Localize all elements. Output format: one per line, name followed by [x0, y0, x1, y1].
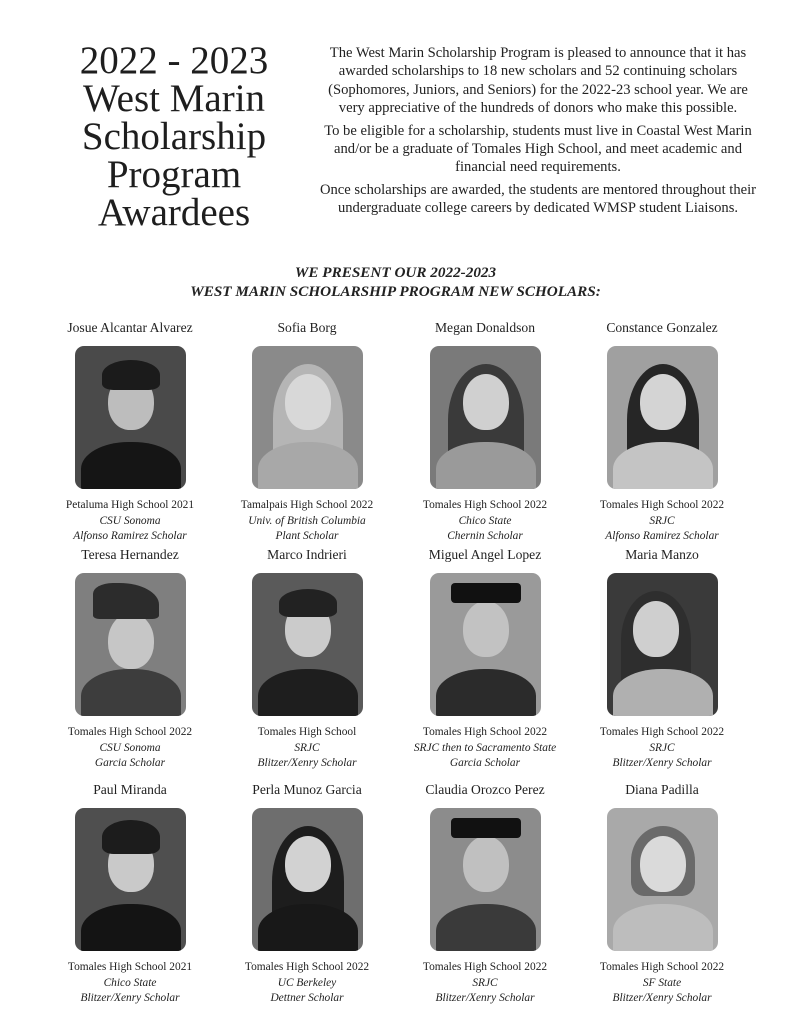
scholar-college: Chico State: [103, 976, 157, 989]
scholar-card: [574, 320, 750, 545]
title-line: West Marin: [82, 77, 266, 120]
scholar-name: Paul Miranda: [93, 782, 167, 797]
scholar-college: SF State: [642, 976, 682, 989]
scholar-school: Tomales High School 2022: [422, 961, 548, 973]
scholar-photo: [75, 808, 186, 951]
scholar-college: SRJC then to Sacramento State: [413, 741, 557, 754]
scholar-card: [574, 782, 750, 1007]
scholar-college: CSU Sonoma: [99, 741, 161, 754]
headline-line: WEST MARIN SCHOLARSHIP PROGRAM NEW SCHOLARS:: [190, 283, 601, 300]
scholar-card: [397, 782, 573, 1007]
scholar-college: CSU Sonoma: [99, 514, 161, 527]
scholar-scholarship: Alfonso Ramirez Scholar: [605, 530, 719, 542]
scholar-school: Tomales High School 2022: [422, 499, 548, 511]
scholar-photo: [430, 573, 541, 716]
scholar-scholarship: Garcia Scholar: [449, 757, 521, 769]
title-line: Scholarship: [81, 115, 267, 158]
scholar-college: Chico State: [458, 514, 512, 527]
scholar-school: Tomales High School 2022: [422, 726, 548, 738]
scholar-school: Tomales High School: [257, 726, 357, 738]
scholar-school: Tomales High School 2022: [67, 726, 193, 738]
scholar-scholarship: Dettner Scholar: [270, 992, 344, 1004]
headline-line: WE PRESENT OUR 2022-2023: [294, 264, 497, 281]
title-line: Program: [106, 153, 242, 196]
scholar-name: Sofia Borg: [277, 320, 337, 335]
scholar-school: Tamalpais High School 2022: [240, 499, 374, 511]
scholar-scholarship: Blitzer/Xenry Scholar: [80, 992, 180, 1004]
scholar-name: Maria Manzo: [625, 547, 699, 562]
scholar-name: Josue Alcantar Alvarez: [67, 320, 193, 335]
scholar-card: [42, 320, 218, 545]
scholar-card: [397, 320, 573, 545]
scholar-card: [219, 320, 395, 545]
scholar-photo: [430, 808, 541, 951]
scholar-name: Claudia Orozco Perez: [425, 782, 545, 797]
scholar-scholarship: Alfonso Ramirez Scholar: [73, 530, 187, 542]
title-year: 2022 - 2023: [79, 39, 269, 82]
scholar-card: [574, 547, 750, 772]
scholar-photo: [607, 346, 718, 489]
scholar-photo: [252, 573, 363, 716]
scholar-name: Megan Donaldson: [434, 320, 536, 335]
scholar-photo: [75, 346, 186, 489]
scholar-photo: [252, 808, 363, 951]
scholar-college: Univ. of British Columbia: [248, 514, 366, 527]
scholar-scholarship: Plant Scholar: [275, 530, 339, 542]
scholar-school: Petaluma High School 2021: [65, 499, 195, 511]
scholar-name: Constance Gonzalez: [606, 320, 718, 335]
scholar-scholarship: Chernin Scholar: [447, 530, 523, 542]
intro-text: [318, 44, 758, 218]
scholar-card: [219, 782, 395, 1007]
scholar-name: Marco Indrieri: [267, 547, 347, 562]
scholar-name: Diana Padilla: [625, 782, 699, 797]
scholar-college: SRJC: [649, 741, 675, 754]
scholar-school: Tomales High School 2022: [599, 961, 725, 973]
scholar-card: [42, 547, 218, 772]
scholar-scholarship: Blitzer/Xenry Scholar: [612, 757, 712, 769]
scholar-photo: [607, 808, 718, 951]
scholar-photo: [430, 346, 541, 489]
scholar-school: Tomales High School 2022: [244, 961, 370, 973]
scholar-scholarship: Blitzer/Xenry Scholar: [612, 992, 712, 1004]
scholar-scholarship: Blitzer/Xenry Scholar: [257, 757, 357, 769]
intro-paragraph: The West Marin Scholarship Program is pleased to announce that it has awarded scholarships to 18 new scholars and 52 continuing scholars (Sophomores, Juniors, and Seniors) for the 2022-23 school year. We are very appreciative of the hundreds of donors who make this possible.: [328, 45, 748, 117]
scholar-card: [397, 547, 573, 772]
scholar-college: SRJC: [649, 514, 675, 527]
page-title: [58, 39, 290, 234]
scholar-college: UC Berkeley: [277, 976, 337, 989]
intro-paragraph: To be eligible for a scholarship, students must live in Coastal West Marin and/or be a graduate of Tomales High School, and meet academic and financial need requirements.: [324, 122, 752, 176]
scholar-school: Tomales High School 2022: [599, 726, 725, 738]
scholar-photo: [607, 573, 718, 716]
scholar-name: Teresa Hernandez: [81, 547, 179, 562]
scholar-scholarship: Garcia Scholar: [94, 757, 166, 769]
scholar-card: [219, 547, 395, 772]
scholar-name: Miguel Angel Lopez: [428, 547, 542, 562]
scholar-scholarship: Blitzer/Xenry Scholar: [435, 992, 535, 1004]
scholar-photo: [252, 346, 363, 489]
intro-paragraph: Once scholarships are awarded, the students are mentored throughout their undergraduate college careers by dedicated WMSP student Liaisons.: [319, 181, 757, 217]
scholar-name: Perla Munoz Garcia: [252, 782, 362, 797]
scholar-school: Tomales High School 2022: [599, 499, 725, 511]
scholar-college: SRJC: [472, 976, 498, 989]
title-line: Awardees: [97, 191, 251, 234]
section-headline: [0, 263, 791, 301]
scholar-college: SRJC: [294, 741, 320, 754]
scholar-school: Tomales High School 2021: [67, 961, 193, 973]
scholar-photo: [75, 573, 186, 716]
scholar-card: [42, 782, 218, 1007]
